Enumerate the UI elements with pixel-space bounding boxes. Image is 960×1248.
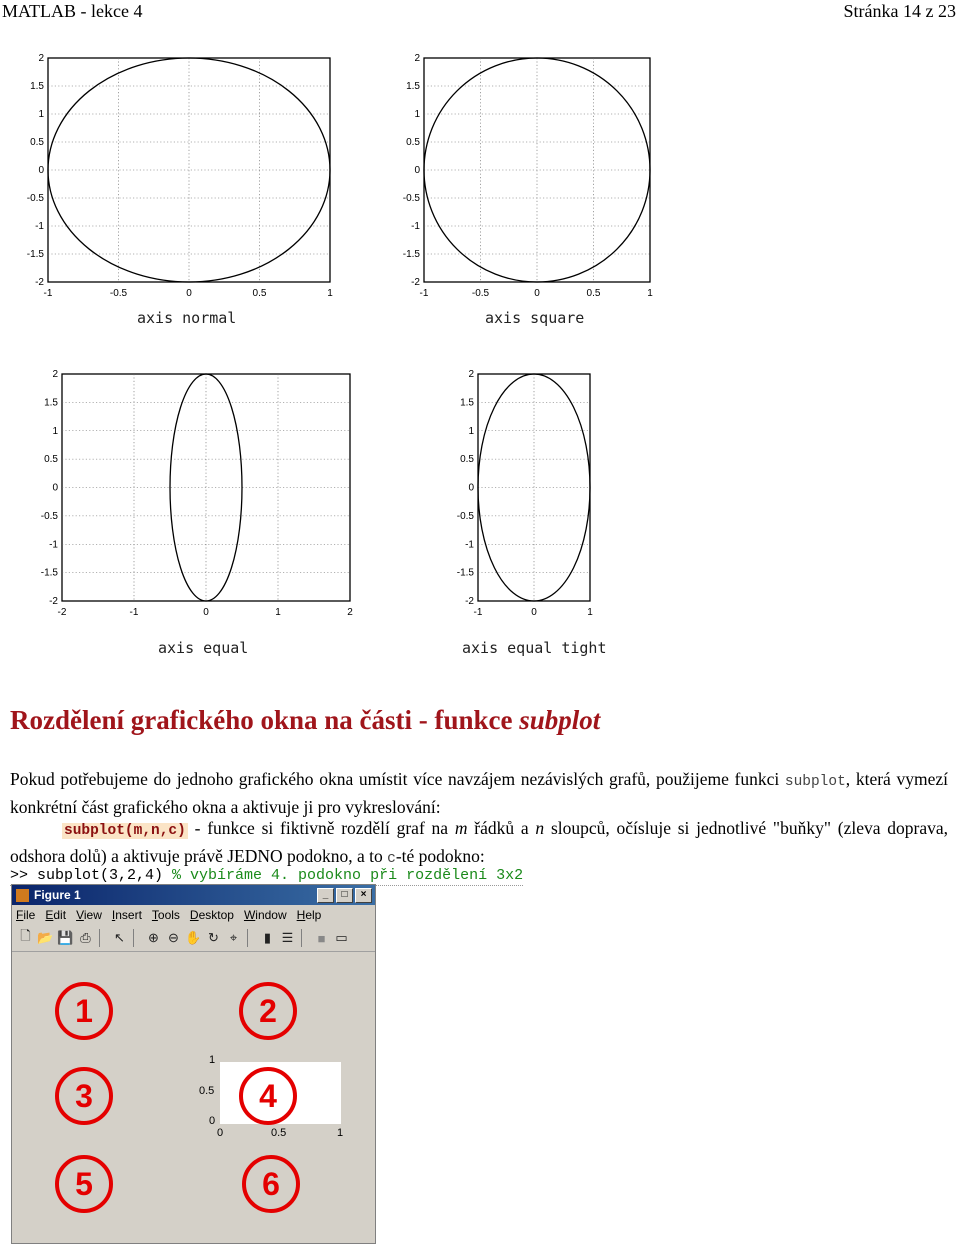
y-tick-label: -0.5 [26, 193, 44, 204]
rotate-icon[interactable]: ↻ [208, 930, 219, 945]
menu-tools[interactable]: Tools [151, 908, 180, 922]
cell-number-4: 4 [239, 1067, 297, 1125]
dock-icon[interactable]: ▭ [335, 930, 348, 945]
y-tick-label: 1.5 [44, 397, 58, 409]
x-tick-label: 0 [186, 288, 192, 299]
y-tick-label: 1 [468, 425, 474, 437]
hide-tools-icon[interactable]: ■ [317, 930, 326, 946]
menu-help[interactable]: Help [296, 908, 322, 922]
x-tick-label: -1 [419, 288, 429, 299]
plot-caption: axis equal tight [462, 639, 607, 657]
pointer-icon[interactable]: ↖ [114, 930, 125, 945]
legend-icon[interactable]: ☰ [281, 930, 294, 945]
x-tick-label: 0 [531, 607, 537, 618]
figure-toolbar [12, 925, 375, 952]
y-tick-label: 0 [414, 165, 420, 176]
y-tick-label: -1.5 [40, 567, 58, 579]
cell-number-3: 3 [55, 1067, 113, 1125]
axes-frame [48, 58, 330, 282]
plot-svg [40, 369, 353, 618]
menu-desktop[interactable]: Desktop [189, 908, 234, 922]
zoom-in-icon[interactable]: ⊕ [148, 930, 159, 945]
y-tick-label: -1 [465, 539, 474, 551]
cell-number-2: 2 [239, 982, 297, 1040]
y-tick-label: 0 [38, 165, 44, 176]
y-tick-label: 2 [414, 53, 420, 64]
page-header-left: MATLAB - lekce 4 [2, 1, 143, 21]
paragraph-intro: Pokud potřebujeme do jednoho grafického okna umístit více navzájem nezávislých grafů, použijeme funkci subplot, která vymezí konkrétní část grafického okna a aktivuje ji pro vykreslování: [10, 769, 948, 817]
x-tick-label: -1 [473, 607, 483, 618]
datacursor-icon[interactable]: ⌖ [229, 930, 238, 945]
y-tick-label: -0.5 [40, 510, 58, 522]
plot-axis-normal [26, 53, 333, 299]
y-tick-label: 0 [209, 1115, 216, 1127]
y-tick-label: 0.5 [406, 137, 420, 148]
x-tick-label: 1 [587, 607, 593, 618]
zoom-out-icon[interactable]: ⊖ [168, 930, 179, 945]
plot-svg [456, 369, 593, 618]
toolbar-separator [133, 929, 140, 947]
close-button[interactable]: × [355, 888, 372, 903]
y-tick-label: 1.5 [460, 397, 474, 409]
y-tick-label: -1 [49, 539, 58, 551]
y-tick-label: -1.5 [26, 249, 44, 260]
save-icon[interactable]: 💾 [57, 930, 74, 945]
x-tick-label: -1 [129, 607, 139, 618]
y-tick-label: 2 [38, 53, 44, 64]
plot-svg [26, 53, 333, 299]
minimize-button[interactable]: _ [317, 888, 334, 903]
y-tick-label: -0.5 [456, 510, 474, 522]
menu-edit[interactable]: Edit [45, 908, 67, 922]
y-tick-label: -2 [35, 277, 44, 288]
y-tick-label: 0.5 [30, 137, 44, 148]
menu-insert[interactable]: Insert [111, 908, 142, 922]
plot-caption: axis square [485, 309, 585, 327]
x-tick-label: 2 [347, 607, 353, 618]
y-tick-label: 1 [414, 109, 420, 120]
x-tick-label: -1 [43, 288, 53, 299]
menu-file[interactable]: File [16, 908, 36, 922]
menu-window[interactable]: Window [243, 908, 287, 922]
page-header-right: Stránka 14 z 23 [843, 1, 956, 21]
y-tick-label: -2 [49, 596, 58, 607]
y-tick-label: 0 [468, 482, 474, 494]
section-heading: Rozdělení grafického okna na části - funkce subplot [10, 705, 601, 735]
open-icon[interactable]: 📂 [37, 930, 54, 945]
y-tick-label: 2 [52, 369, 58, 380]
y-tick-label: -1 [411, 221, 420, 232]
y-tick-label: -2 [465, 596, 474, 607]
figure-titlebar[interactable] [12, 885, 375, 905]
paragraph-subplot: subplot(m,n,c) - funkce si fiktivně rozdělí graf na m řádků a n sloupců, očísluje si jednotlivé "buňky" (zleva doprava, odshora dolů) a aktivuje právě JEDNO podokno, a to c-té podokno: [10, 818, 948, 867]
cell-number-6: 6 [242, 1155, 300, 1213]
plot-axis-equal [40, 369, 353, 618]
y-tick-label: 0.5 [199, 1085, 215, 1097]
y-tick-label: 0.5 [460, 454, 474, 466]
maximize-button[interactable]: □ [336, 888, 353, 903]
x-tick-label: 0 [534, 288, 540, 299]
plot-caption: axis equal [158, 639, 249, 657]
x-tick-label: 1 [647, 288, 653, 299]
x-tick-label: -0.5 [471, 288, 490, 299]
y-tick-label: -0.5 [402, 193, 420, 204]
y-tick-label: -1 [35, 221, 44, 232]
y-tick-label: 1 [209, 1054, 216, 1066]
x-tick-label: 1 [327, 288, 333, 299]
figure-canvas[interactable] [12, 952, 375, 1243]
print-icon[interactable]: ⎙ [80, 930, 91, 945]
y-tick-label: 0 [52, 482, 58, 494]
menu-view[interactable]: View [76, 908, 102, 922]
colorbar-icon[interactable]: ▮ [263, 930, 272, 945]
y-tick-label: 1.5 [406, 81, 420, 92]
figure-title: Figure 1 [34, 888, 81, 902]
x-tick-label: -0.5 [109, 288, 128, 299]
figure-window [11, 884, 376, 1244]
y-tick-label: -1.5 [402, 249, 420, 260]
figure-menubar [12, 905, 375, 925]
y-tick-label: 1 [38, 109, 44, 120]
cell-number-1: 1 [55, 982, 113, 1040]
code-subplot-signature: subplot(m,n,c) [64, 823, 186, 839]
toolbar-separator [301, 929, 308, 947]
y-tick-label: -2 [411, 277, 420, 288]
pan-icon[interactable]: ✋ [185, 930, 202, 945]
x-tick-label: -2 [57, 607, 67, 618]
toolbar-separator [247, 929, 254, 947]
x-tick-label: 1 [337, 1127, 344, 1139]
y-tick-label: 1 [52, 425, 58, 437]
x-tick-label: 0.5 [586, 288, 601, 299]
x-tick-label: 0.5 [271, 1127, 287, 1139]
x-tick-label: 0 [203, 607, 209, 618]
x-tick-label: 1 [275, 607, 281, 618]
toolbar-separator [99, 929, 106, 947]
y-tick-label: 2 [468, 369, 474, 380]
new-icon[interactable]: 🗋 [20, 928, 31, 943]
x-tick-label: 0 [217, 1127, 224, 1139]
matlab-logo-icon [16, 889, 29, 902]
code-example: >> subplot(3,2,4) % vybíráme 4. podokno při rozdělení 3x2 [10, 867, 524, 884]
y-tick-label: -1.5 [456, 567, 474, 579]
plot-svg [402, 53, 653, 299]
plot-caption: axis normal [137, 309, 237, 327]
cell-number-5: 5 [55, 1155, 113, 1213]
plot-axis-square [402, 53, 653, 299]
plot-axis-equal-tight [456, 369, 593, 618]
y-tick-label: 0.5 [44, 454, 58, 466]
y-tick-label: 1.5 [30, 81, 44, 92]
x-tick-label: 0.5 [252, 288, 267, 299]
